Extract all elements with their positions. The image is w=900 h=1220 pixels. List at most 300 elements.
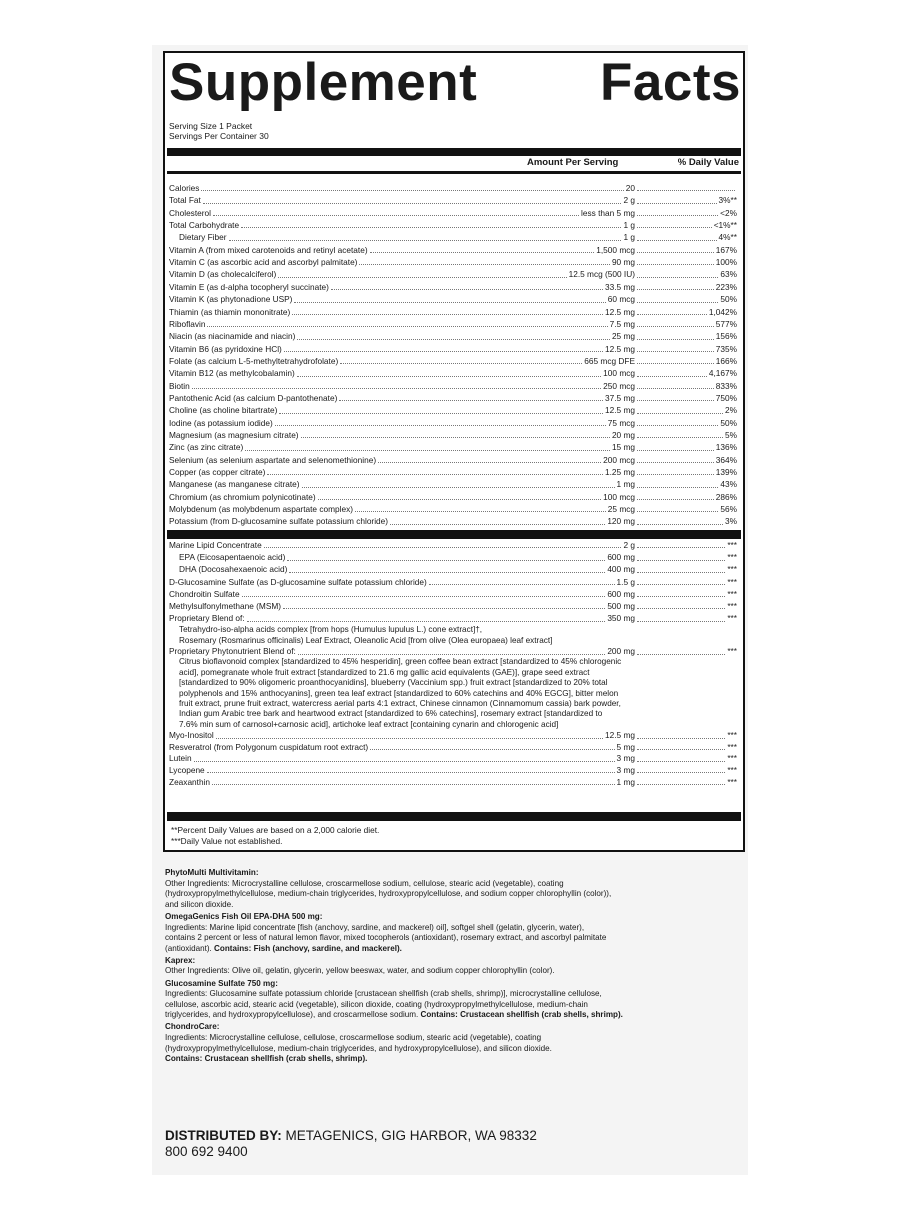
nutrient-name: Potassium (from D-glucosamine sulfate potassium chloride) [169, 516, 389, 527]
nutrient-amount: 12.5 mg [605, 306, 635, 317]
leader-dots [370, 749, 615, 750]
leader-dots [283, 608, 605, 609]
nutrient-daily-value: 750% [715, 392, 737, 403]
phytonutrient-line: acid], pomegranate whole fruit extract [standardized to 21.6 mg gallic acid equivalents (GAE)], grape seed extract [179, 667, 590, 677]
nutrient-row [169, 455, 737, 465]
leader-dots [194, 761, 615, 762]
amount-per-serving-header: Amount Per Serving [527, 157, 619, 168]
nutrient-row [169, 405, 737, 415]
phytonutrient-line: polyphenols and 15% anthocyanins], green tea leaf extract [standardized to 60% catechins and 40% EGCG], bitter melon [179, 688, 619, 698]
ingredient-heading: Glucosamine Sulfate 750 mg: [165, 978, 278, 988]
nutrient-daily-value: 136% [715, 442, 737, 453]
nutrient-row [169, 479, 737, 489]
nutrient-daily-value: 735% [715, 343, 737, 354]
nutrient-daily-value: <2% [720, 207, 737, 218]
nutrient-row [169, 368, 737, 378]
nutrient-name: Chondroitin Sulfate [169, 588, 240, 599]
leader-dots [637, 654, 725, 655]
nutrient-daily-value: 5% [725, 430, 737, 440]
ingredient-line-row [165, 1044, 735, 1054]
ingredient-heading: Kaprex: [165, 955, 196, 965]
nutrient-daily-value: 100% [715, 257, 737, 268]
leader-dots [247, 621, 605, 622]
ingredient-line: Ingredients: Microcrystalline cellulose, cellulose, croscarmellose sodium, stearic acid (vegetable), coating [165, 1033, 542, 1042]
nutrient-name: Total Fat [169, 195, 201, 206]
nutrient-row [169, 307, 737, 317]
rule-under-header [167, 171, 741, 174]
nutrient-row [169, 601, 737, 611]
nutrient-name: Vitamin C (as ascorbic acid and ascorbyl palmitate) [169, 257, 358, 268]
nutrient-amount: 665 mcg DFE [584, 355, 635, 366]
nutrient-daily-value: 156% [715, 331, 737, 342]
leader-dots [207, 326, 608, 327]
nutrient-name: EPA (Eicosapentaenoic acid) [179, 552, 286, 563]
nutrient-daily-value: *** [727, 776, 737, 787]
nutrient-row [169, 257, 737, 267]
leader-dots [275, 425, 606, 426]
nutrient-name: Methylsulfonylmethane (MSM) [169, 601, 282, 611]
nutrient-name: Lycopene [169, 765, 205, 775]
ingredient-line-row [165, 889, 735, 899]
nutrient-row [169, 220, 737, 230]
leader-dots [637, 761, 725, 762]
nutrient-daily-value: 223% [715, 281, 737, 292]
leader-dots [229, 240, 621, 241]
nutrient-name: Calories [169, 183, 200, 193]
ingredient-heading: PhytoMulti Multivitamin: [165, 868, 259, 877]
nutrient-name: Vitamin D (as cholecalciferol) [169, 269, 277, 280]
leader-dots [242, 596, 605, 597]
leader-dots [637, 560, 725, 561]
nutrient-row [169, 540, 737, 550]
nutrient-daily-value: 1,042% [708, 306, 737, 317]
nutrient-amount: 100 mcg [603, 491, 635, 502]
nutrient-amount: 1 mg [616, 479, 635, 490]
nutrient-row [169, 564, 737, 574]
phone-number: 800 692 9400 [165, 1144, 248, 1159]
nutrient-name: Copper (as copper citrate) [169, 467, 266, 478]
nutrient-amount: 100 mcg [603, 368, 635, 379]
nutrient-amount: 12.5 mg [605, 405, 635, 416]
nutrient-daily-value: 364% [715, 454, 737, 465]
nutrient-daily-value: 50% [720, 294, 737, 305]
nutrient-daily-value: 3%** [718, 195, 737, 206]
leader-dots [637, 388, 714, 389]
leader-dots [637, 596, 725, 597]
nutrient-amount: 90 mg [611, 257, 635, 268]
phytonutrient-line: fruit extract, prune fruit extract, watercress aerial parts 4:1 extract, Chinese cinnamon (Cinnamomum cassia) bark powder, [179, 699, 621, 708]
leader-dots [287, 560, 605, 561]
nutrient-name: Niacin (as niacinamide and niacin) [169, 331, 296, 342]
nutrient-daily-value: *** [727, 564, 737, 575]
nutrient-name: Folate (as calcium L-5-methyltetrahydrofolate) [169, 355, 339, 366]
nutrient-row [169, 753, 737, 763]
leader-dots [637, 376, 707, 377]
thick-rule-mid [167, 530, 741, 539]
leader-dots [298, 654, 605, 655]
leader-dots [292, 314, 603, 315]
thick-rule-bottom [167, 812, 741, 821]
nutrient-row [169, 577, 737, 587]
serving-size: Serving Size 1 Packet [169, 121, 253, 131]
nutrient-row [169, 183, 737, 193]
nutrient-row [169, 730, 737, 740]
nutrient-amount: 12.5 mg [605, 730, 635, 741]
leader-dots [203, 203, 621, 204]
nutrient-name: Pantothenic Acid (as calcium D-pantothenate) [169, 392, 338, 403]
thick-rule-top [167, 148, 741, 156]
leader-dots [637, 227, 712, 228]
leader-dots [429, 584, 615, 585]
leader-dots [637, 302, 718, 303]
nutrient-amount: 3 mg [616, 765, 635, 775]
nutrient-amount: 12.5 mg [605, 343, 635, 354]
panel-title [169, 51, 741, 115]
ingredient-block [165, 912, 735, 922]
ingredient-line-row [165, 1010, 735, 1020]
leader-dots [637, 203, 717, 204]
nutrient-amount: 600 mg [607, 552, 635, 563]
nutrient-amount: 1,500 mcg [596, 244, 635, 255]
ingredient-line-row [165, 933, 735, 943]
ingredient-block [165, 979, 735, 989]
supplement-facts-panel [163, 51, 745, 852]
leader-dots [216, 738, 603, 739]
nutrient-daily-value: 56% [720, 504, 737, 515]
nutrient-row [169, 442, 737, 452]
nutrient-amount: 1.25 mg [605, 467, 635, 478]
ingredient-line-row [165, 989, 735, 999]
nutrient-daily-value: *** [727, 646, 737, 657]
nutrient-daily-value: 50% [720, 417, 737, 428]
leader-dots [637, 608, 725, 609]
leader-dots [264, 547, 621, 548]
leader-dots [207, 772, 615, 773]
leader-dots [637, 584, 725, 585]
ingredient-line-row [165, 1033, 735, 1043]
leader-dots [637, 363, 714, 364]
leader-dots [284, 351, 603, 352]
leader-dots [637, 400, 714, 401]
ingredient-heading: OmegaGenics Fish Oil EPA-DHA 500 mg: [165, 911, 323, 921]
distributed-by-value: METAGENICS, GIG HARBOR, WA 98332 [285, 1128, 537, 1143]
nutrient-row [169, 232, 737, 242]
leader-dots [637, 351, 714, 352]
leader-dots [637, 784, 725, 785]
leader-dots [212, 784, 615, 785]
nutrient-amount: 1 mg [616, 776, 635, 787]
nutrient-row [169, 742, 737, 752]
nutrient-name: Manganese (as manganese citrate) [169, 479, 300, 490]
nutrient-daily-value: *** [727, 540, 737, 550]
nutrient-daily-value: *** [727, 601, 737, 611]
leader-dots [637, 572, 725, 573]
nutrient-amount: 33.5 mg [605, 281, 635, 292]
nutrient-amount: 3 mg [616, 753, 635, 764]
leader-dots [637, 190, 735, 191]
leader-dots [245, 450, 610, 451]
nutrient-amount: 250 mcg [603, 380, 635, 391]
nutrient-name: Selenium (as selenium aspartate and selenomethionine) [169, 454, 377, 465]
daily-value-header: % Daily Value [677, 157, 739, 168]
leader-dots [289, 572, 605, 573]
leader-dots [637, 474, 714, 475]
title-facts: Facts [600, 53, 741, 112]
leader-dots [637, 326, 714, 327]
leader-dots [637, 437, 723, 438]
nutrient-row [169, 381, 737, 391]
nutrient-daily-value: *** [727, 730, 737, 741]
ingredient-line: Ingredients: Marine lipid concentrate [fish (anchovy, sardine, and mackerel) oil], softgel shell (gelatin, glycerin, water), [165, 922, 585, 932]
leader-dots [241, 227, 621, 228]
nutrient-amount: 75 mcg [607, 417, 635, 428]
leader-dots [637, 547, 725, 548]
nutrient-daily-value: *** [727, 753, 737, 764]
ingredient-line-row [165, 1054, 735, 1064]
ingredient-line: cellulose, ascorbic acid, stearic acid (vegetable), silicon dioxide, coating (hydroxypropylmethylcellulose, medium-chain [165, 999, 588, 1009]
nutrient-row [169, 208, 737, 218]
leader-dots [637, 252, 714, 253]
leader-dots [637, 511, 718, 512]
nutrient-name: Vitamin E (as d-alpha tocopheryl succinate) [169, 281, 329, 292]
ingredient-line: Other Ingredients: Microcrystalline cellulose, croscarmellose sodium, cellulose, stearic acid (vegetable), coating [165, 878, 564, 888]
leader-dots [294, 302, 606, 303]
leader-dots [213, 215, 579, 216]
nutrient-name: Dietary Fiber [179, 232, 227, 243]
footnote-dv-not-established: ***Daily Value not established. [171, 836, 283, 846]
nutrient-amount: 1 g [623, 232, 635, 243]
phytonutrient-line: Citrus bioflavonoid complex [standardized to 45% hesperidin], green coffee bean extract [standardized to 45% chlorogenic [179, 657, 622, 667]
leader-dots [192, 388, 601, 389]
leader-dots [297, 376, 601, 377]
nutrient-amount: 600 mg [607, 588, 635, 599]
nutrient-row [169, 356, 737, 366]
ingredient-heading: ChondroCare: [165, 1022, 220, 1032]
nutrient-amount: 2 g [623, 540, 635, 550]
leader-dots [637, 264, 714, 265]
nutrient-amount: 1.5 g [616, 576, 635, 587]
nutrient-name: Magnesium (as magnesium citrate) [169, 430, 299, 440]
ingredient-line-row [165, 1000, 735, 1010]
nutrient-name: Vitamin B6 (as pyridoxine HCl) [169, 343, 282, 354]
leader-dots [301, 437, 610, 438]
nutrient-amount: 25 mcg [607, 504, 635, 515]
nutrient-row [169, 765, 737, 775]
nutrient-row [169, 282, 737, 292]
nutrient-amount: 60 mcg [607, 294, 635, 305]
leader-dots [637, 462, 714, 463]
nutrient-amount: 500 mg [607, 601, 635, 611]
allergen-statement: Contains: Crustacean shellfish (crab shells, shrimp). [418, 1010, 623, 1020]
ingredient-block [165, 1022, 735, 1032]
nutrient-name: D-Glucosamine Sulfate (as D-glucosamine sulfate potassium chloride) [169, 576, 427, 587]
nutrient-amount: 37.5 mg [605, 392, 635, 403]
nutrient-name: Vitamin K (as phytonadione USP) [169, 294, 293, 305]
leader-dots [339, 400, 603, 401]
leader-dots [637, 524, 723, 525]
nutrient-daily-value: 4,167% [708, 368, 737, 379]
nutrient-name: Zeaxanthin [169, 776, 211, 787]
nutrient-row [169, 430, 737, 440]
blend-line: Rosemary (Rosmarinus officinalis) Leaf Extract, Oleanolic Acid [from olive (Olea europaea) leaf extract] [179, 635, 553, 645]
nutrient-name: DHA (Docosahexaenoic acid) [179, 564, 288, 575]
nutrient-amount: 400 mg [607, 564, 635, 575]
leader-dots [340, 363, 582, 364]
nutrient-amount: less than 5 mg [581, 207, 635, 218]
nutrient-row [169, 344, 737, 354]
ingredient-line-row [165, 944, 735, 954]
nutrient-amount: 200 mcg [603, 454, 635, 465]
leader-dots [355, 511, 606, 512]
ingredient-line: contains 2 percent or less of natural lemon flavor, mixed tocopherols (antioxidant), rosemary extract, and ascorbyl palmitate [165, 933, 607, 943]
nutrient-amount: 350 mg [607, 613, 635, 624]
ingredient-line: and silicon dioxide. [165, 899, 234, 909]
nutrient-name: Lutein [169, 753, 192, 764]
leader-dots [279, 413, 603, 414]
allergen-statement: Contains: Fish (anchovy, sardine, and mackerel). [211, 943, 402, 953]
nutrient-daily-value: 139% [715, 467, 737, 478]
leader-dots [637, 289, 714, 290]
leader-dots [637, 215, 718, 216]
nutrient-name: Marine Lipid Concentrate [169, 540, 262, 550]
ingredient-line: triglycerides, and hydroxypropylcellulose), and croscarmellose sodium. [165, 1010, 419, 1020]
nutrient-amount: 1 g [623, 220, 635, 231]
nutrient-amount: 12.5 mcg (500 IU) [568, 269, 635, 280]
leader-dots [637, 772, 725, 773]
nutrient-name: Iodine (as potassium iodide) [169, 417, 273, 428]
nutrient-row [169, 492, 737, 502]
nutrient-row [169, 393, 737, 403]
nutrient-row [169, 418, 737, 428]
nutrient-daily-value: *** [727, 741, 737, 752]
leader-dots [201, 190, 624, 191]
nutrient-name: Choline (as choline bitartrate) [169, 405, 278, 416]
ingredient-line-row [165, 879, 735, 889]
nutrient-daily-value: 577% [715, 318, 737, 329]
leader-dots [378, 462, 601, 463]
distributed-by-label: DISTRIBUTED BY: [165, 1128, 282, 1143]
nutrient-name: Proprietary Blend of: [169, 613, 245, 624]
servings-per-container: Servings Per Container 30 [169, 131, 269, 141]
nutrient-daily-value: 3% [725, 516, 737, 527]
nutrient-name: Molybdenum (as molybdenum aspartate complex) [169, 504, 353, 515]
nutrient-daily-value: 2% [725, 405, 737, 416]
nutrient-name: Zinc (as zinc citrate) [169, 442, 244, 453]
nutrient-daily-value: *** [727, 552, 737, 563]
nutrient-name: Biotin [169, 380, 190, 391]
nutrient-name: Resveratrol (from Polygonum cuspidatum root extract) [169, 741, 369, 752]
nutrient-row [169, 777, 737, 787]
distributor-block [165, 1128, 537, 1160]
nutrient-name: Vitamin A (from mixed carotenoids and retinyl acetate) [169, 244, 368, 255]
nutrient-amount: 2 g [623, 195, 635, 206]
ingredient-line: (antioxidant). [165, 943, 212, 953]
nutrient-amount: 20 [625, 183, 635, 193]
nutrient-row [169, 504, 737, 514]
ingredient-block [165, 868, 735, 878]
nutrient-daily-value: 833% [715, 380, 737, 391]
nutrient-row [169, 294, 737, 304]
nutrient-row [169, 269, 737, 279]
nutrient-name: Total Carbohydrate [169, 220, 240, 231]
nutrient-row [169, 319, 737, 329]
leader-dots [637, 738, 725, 739]
leader-dots [302, 487, 615, 488]
leader-dots [637, 339, 714, 340]
nutrient-name: Vitamin B12 (as methylcobalamin) [169, 368, 295, 379]
leader-dots [637, 749, 725, 750]
nutrient-name: Proprietary Phytonutrient Blend of: [169, 646, 296, 657]
nutrient-row [169, 467, 737, 477]
blend-line: Tetrahydro-iso-alpha acids complex [from hops (Humulus lupulus L.) cone extract]†, [179, 625, 483, 635]
leader-dots [637, 240, 717, 241]
leader-dots [637, 621, 725, 622]
leader-dots [637, 499, 714, 500]
leader-dots [637, 277, 718, 278]
nutrient-daily-value: 63% [720, 269, 737, 280]
nutrient-amount: 7.5 mg [609, 318, 635, 329]
leader-dots [637, 487, 718, 488]
leader-dots [637, 314, 707, 315]
nutrient-daily-value: 167% [715, 244, 737, 255]
nutrient-amount: 15 mg [611, 442, 635, 453]
ingredient-line: Ingredients: Glucosamine sulfate potassium chloride [crustacean shellfish (crab shells, shrimp)], microcrystalline cellulose, [165, 989, 602, 999]
ingredient-line: (hydroxypropylmethylcellulose, medium-chain triglycerides, and hydroxypropylcellulose), and silicon dioxide. [165, 1043, 552, 1053]
nutrient-row [169, 245, 737, 255]
ingredient-line-row [165, 923, 735, 933]
nutrient-row [169, 516, 737, 526]
leader-dots [370, 252, 594, 253]
nutrient-daily-value: 43% [720, 479, 737, 490]
ingredient-line: Other Ingredients: Olive oil, gelatin, glycerin, yellow beeswax, water, and sodium copper chlorophyllin (color). [165, 966, 555, 976]
allergen-statement: Contains: Crustacean shellfish (crab shells, shrimp). [165, 1054, 368, 1064]
leader-dots [637, 413, 723, 414]
nutrient-row [169, 195, 737, 205]
ingredient-line-row [165, 966, 735, 976]
nutrient-row [169, 646, 737, 656]
nutrient-amount: 120 mg [607, 516, 635, 527]
nutrient-amount: 20 mg [611, 430, 635, 440]
phytonutrient-line: 7.6% min sum of carnosol+carnosic acid], artichoke leaf extract [containing cynarin and chlorogenic acid] [179, 719, 559, 729]
nutrient-daily-value: <1%** [713, 220, 737, 231]
nutrient-daily-value: *** [727, 613, 737, 624]
nutrient-amount: 25 mg [611, 331, 635, 342]
leader-dots [359, 264, 610, 265]
nutrient-name: Thiamin (as thiamin mononitrate) [169, 306, 291, 317]
leader-dots [318, 499, 601, 500]
nutrient-daily-value: *** [727, 765, 737, 775]
nutrient-row [169, 331, 737, 341]
nutrient-name: Cholesterol [169, 207, 211, 218]
ingredient-line: (hydroxypropylmethylcellulose, medium-chain triglycerides, hydroxypropylcellulose, and sodium copper chlorophyllin (color)), [165, 889, 612, 899]
nutrient-daily-value: 286% [715, 491, 737, 502]
nutrient-amount: 5 mg [616, 741, 635, 752]
nutrient-daily-value: *** [727, 576, 737, 587]
ingredient-block [165, 956, 735, 966]
phytonutrient-line: [standardized to 90% oligomeric proanthocyanidins], blueberry (Vaccinium spp.) fruit extract [standardized to 20% total [179, 678, 608, 688]
nutrient-name: Myo-Inositol [169, 730, 214, 741]
leader-dots [390, 524, 605, 525]
nutrient-daily-value: 166% [715, 355, 737, 366]
nutrient-daily-value: 4%** [718, 232, 737, 243]
nutrient-row [169, 613, 737, 623]
nutrient-amount: 200 mg [607, 646, 635, 657]
leader-dots [331, 289, 603, 290]
nutrient-row [169, 552, 737, 562]
footnote-percent-dv: **Percent Daily Values are based on a 2,000 calorie diet. [171, 825, 380, 835]
leader-dots [637, 425, 718, 426]
leader-dots [278, 277, 567, 278]
